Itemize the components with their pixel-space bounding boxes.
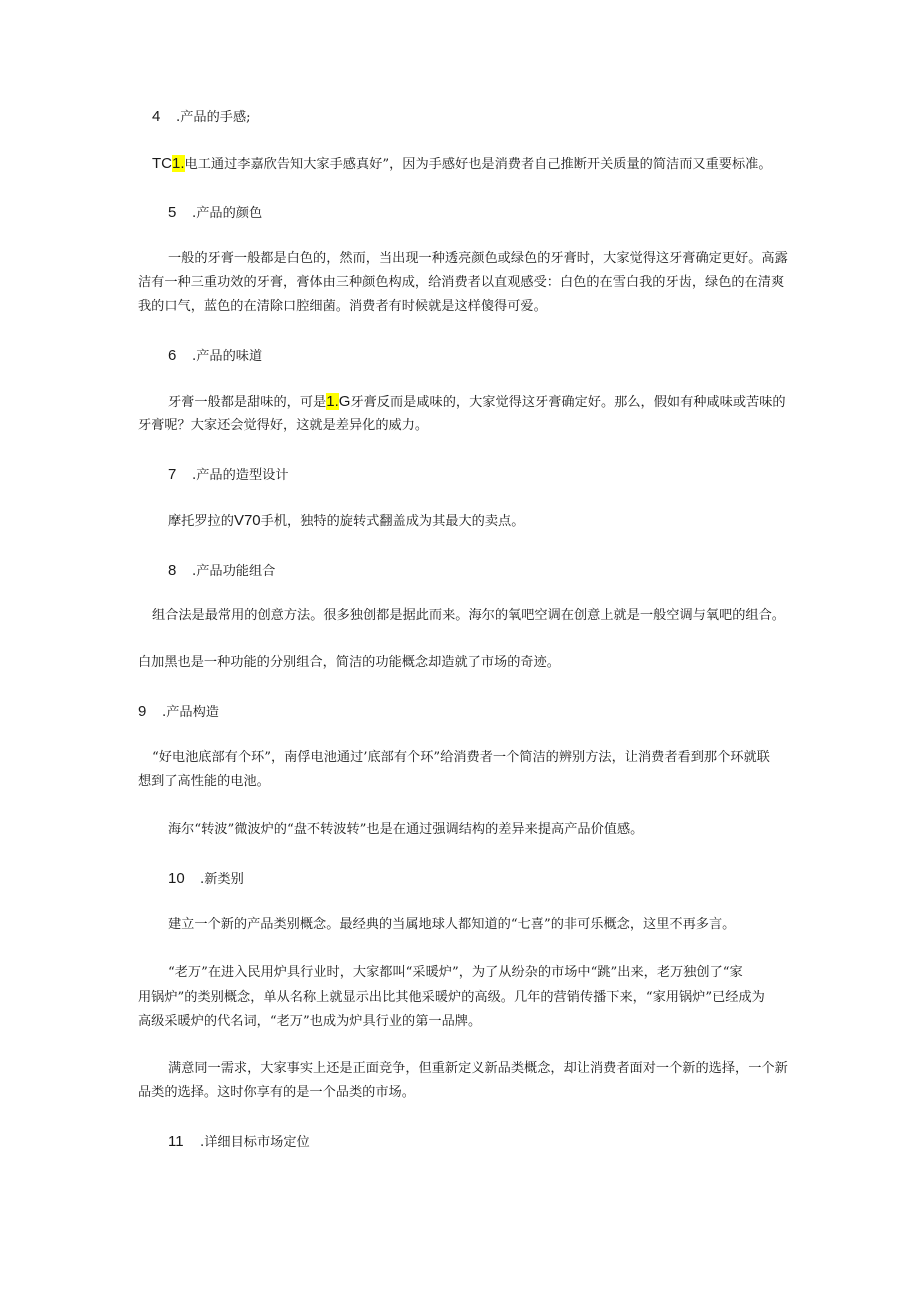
- section-11-heading: [168, 1133, 310, 1152]
- brand-letter: G: [338, 393, 351, 410]
- section-5-number: 5: [168, 204, 177, 221]
- section-9-title: .产品构造: [162, 705, 219, 720]
- section-10-heading: [168, 870, 244, 889]
- section-7-text-pre: 摩托罗拉的: [168, 514, 234, 529]
- section-4-title: .产品的手感;: [176, 110, 251, 125]
- section-6-number: 6: [168, 347, 177, 364]
- section-10-p2-line-1: “老万”在进入民用炉具行业时，大家都叫“采暖炉”，为了从纷杂的市场中“跳”出来，老万独创了“家: [168, 965, 743, 980]
- section-7-heading: [168, 466, 289, 485]
- section-8-heading: [168, 562, 275, 581]
- section-5-title: .产品的颜色: [192, 206, 263, 221]
- section-4-text: 电工通过李嘉欣告知大家手感真好”，因为手感好也是消费者自己推断开关质量的简洁而又重要标准。: [184, 157, 772, 172]
- section-9-paragraph-2: 海尔“转波”微波炉的“盘不转波转”也是在通过强调结构的差异来提高产品价值感。: [168, 822, 644, 837]
- section-6-title: .产品的味道: [192, 349, 263, 364]
- section-9-heading: [138, 703, 219, 722]
- section-7-number: 7: [168, 466, 177, 483]
- section-6-heading: [168, 347, 262, 366]
- section-11-title: .详细目标市场定位: [200, 1135, 310, 1150]
- section-8-title: .产品功能组合: [192, 564, 276, 579]
- section-10-p2-line-2: 用锅炉”的类别概念，单从名称上就显示出比其他采暖炉的高级。几年的营销传播下来，“家用锅炉”已经成为: [138, 990, 765, 1005]
- section-8-paragraph-2: 白加黑也是一种功能的分别组合，简洁的功能概念却造就了市场的奇迹。: [138, 655, 560, 670]
- section-9-number: 9: [138, 703, 147, 720]
- section-6-line-2: 牙膏呢？大家还会觉得好，这就是差异化的威力。: [138, 418, 429, 433]
- section-10-title: .新类别: [200, 872, 244, 887]
- section-6-text-post: 牙膏反而是咸味的，大家觉得这牙膏确定好。那么，假如有种咸味或苦味的: [350, 395, 786, 410]
- highlighted-text: 1.: [326, 393, 339, 410]
- section-10-p2-line-3: 高级采暖炉的代名词，“老万”也成为炉具行业的第一品牌。: [138, 1014, 482, 1029]
- section-10-paragraph-1: 建立一个新的产品类别概念。最经典的当属地球人都知道的“七喜”的非可乐概念，这里不再多言。: [168, 917, 736, 932]
- section-7-title: .产品的造型设计: [192, 468, 289, 483]
- section-10-p3-line-2: 品类的选择。这时你享有的是一个品类的市场。: [138, 1085, 415, 1100]
- brand-prefix: TC: [152, 155, 172, 172]
- section-10-number: 10: [168, 870, 185, 887]
- section-4-number: 4: [152, 108, 161, 125]
- section-11-number: 11: [168, 1133, 184, 1150]
- section-5-line-3: 我的口气，蓝色的在清除口腔细菌。消费者有时候就是这样傻得可爱。: [138, 299, 547, 314]
- section-8-paragraph-1: 组合法是最常用的创意方法。很多独创都是据此而来。海尔的氧吧空调在创意上就是一般空调与氧吧的组合。: [152, 608, 785, 623]
- section-5-line-1: 一般的牙膏一般都是白色的，然而，当出现一种透亮颜色或绿色的牙膏时，大家觉得这牙膏确定更好。高露: [168, 251, 788, 266]
- section-4-paragraph: [152, 155, 772, 174]
- section-7-text-post: 手机，独特的旋转式翻盖成为其最大的卖点。: [260, 514, 525, 529]
- section-7-paragraph: [168, 512, 524, 531]
- highlighted-text: 1.: [172, 155, 185, 172]
- section-8-number: 8: [168, 562, 177, 579]
- section-4-heading: [152, 108, 251, 127]
- section-9-line-1: “好电池底部有个环”，南俘电池通过’底部有个环”给消费者一个简洁的辨别方法，让消费者看到那个环就联: [152, 750, 770, 765]
- section-10-p3-line-1: 满意同一需求，大家事实上还是正面竞争，但重新定义新品类概念，却让消费者面对一个新的选择，一个新: [168, 1061, 788, 1076]
- section-6-text-pre: 牙膏一般都是甜味的，可是: [168, 395, 327, 410]
- section-5-line-2: 洁有一种三重功效的牙膏，膏体由三种颜色构成，给消费者以直观感受：白色的在雪白我的牙齿，绿色的在清爽: [138, 275, 785, 290]
- phone-model: V70: [233, 512, 261, 529]
- section-5-heading: [168, 204, 262, 223]
- section-9-line-2: 想到了高性能的电池。: [138, 774, 270, 789]
- section-6-line-1: [168, 393, 786, 412]
